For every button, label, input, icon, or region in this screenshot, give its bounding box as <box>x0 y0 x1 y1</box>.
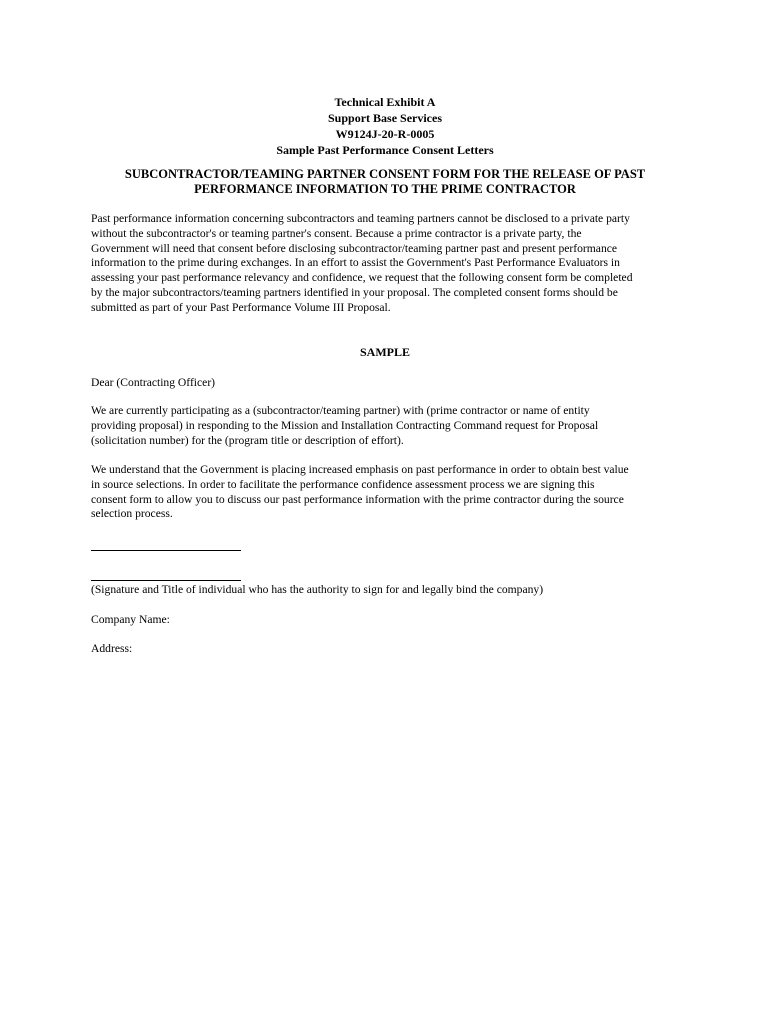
paragraph-line: Past performance information concerning subcontractors and teaming partners cannot be disclosed to a private party <box>91 212 630 225</box>
paragraph-line: We are currently participating as a (subcontractor/teaming partner) with (prime contractor or name of entity <box>91 404 590 417</box>
paragraph-line: by the major subcontractors/teaming partners identified in your proposal. The completed consent forms should be <box>91 285 618 299</box>
paragraph-line: We understand that the Government is placing increased emphasis on past performance in order to obtain best value <box>91 463 629 476</box>
consent-paragraph <box>91 463 691 522</box>
paragraph-line: providing proposal) in responding to the Mission and Installation Contracting Command request for Proposal <box>91 418 599 432</box>
signature-blank-line[interactable] <box>91 550 241 551</box>
paragraph-line: without the subcontractor's or teaming partner's consent. Because a prime contractor is a private party, the <box>91 226 582 240</box>
signature-title-blank-line[interactable] <box>91 580 241 581</box>
exhibit-header <box>0 94 770 158</box>
sample-heading: SAMPLE <box>359 345 410 359</box>
exhibit-subtitle: Support Base Services <box>328 111 442 125</box>
paragraph-line: (solicitation number) for the (program title or description of effort). <box>91 433 404 447</box>
paragraph-line: information to the prime during exchanges. In an effort to assist the Government's Past Performance Evaluators in <box>91 256 620 270</box>
paragraph-line: selection process. <box>91 507 173 521</box>
paragraph-line: Government will need that consent before disclosing subcontractor/teaming partner past and present performance <box>91 241 618 255</box>
signature-caption: (Signature and Title of individual who has the authority to sign for and legally bind the company) <box>91 583 544 596</box>
exhibit-description: Sample Past Performance Consent Letters <box>276 143 494 157</box>
salutation: Dear (Contracting Officer) <box>91 376 216 389</box>
paragraph-line: assessing your past performance relevancy and confidence, we request that the following consent form be completed <box>91 271 633 285</box>
paragraph-line: in source selections. In order to facilitate the performance confidence assessment process we are signing this <box>91 477 595 491</box>
paragraph-line: submitted as part of your Past Performance Volume III Proposal. <box>91 300 391 314</box>
consent-form-title <box>0 167 770 197</box>
intro-paragraph <box>91 212 691 316</box>
consent-form-title-line: PERFORMANCE INFORMATION TO THE PRIME CONTRACTOR <box>194 182 576 196</box>
solicitation-number: W9124J-20-R-0005 <box>335 127 435 141</box>
address-label: Address: <box>91 642 133 655</box>
company-name-label: Company Name: <box>91 613 170 626</box>
consent-form-title-line: SUBCONTRACTOR/TEAMING PARTNER CONSENT FORM FOR THE RELEASE OF PAST <box>124 167 646 181</box>
paragraph-line: consent form to allow you to discuss our past performance information with the prime contractor during the source <box>91 492 624 506</box>
participation-paragraph <box>91 404 691 448</box>
exhibit-title: Technical Exhibit A <box>334 95 436 109</box>
